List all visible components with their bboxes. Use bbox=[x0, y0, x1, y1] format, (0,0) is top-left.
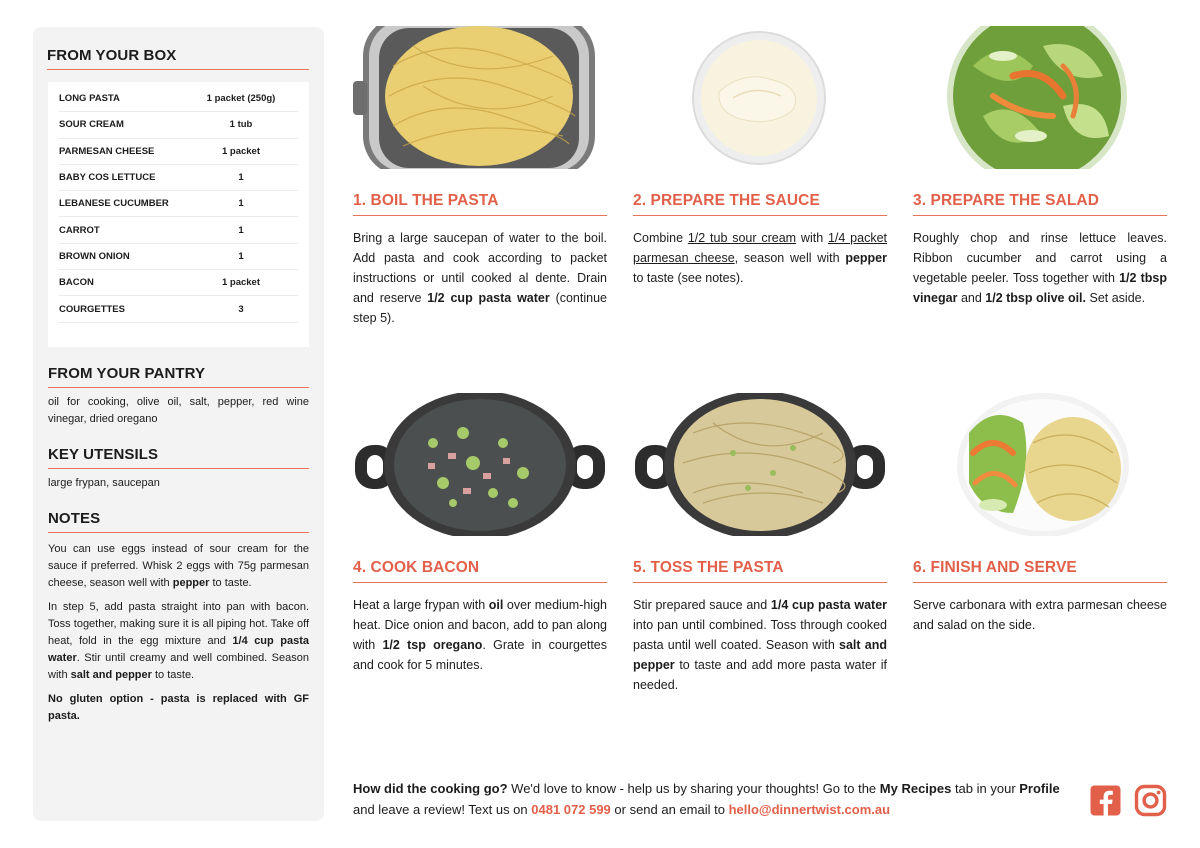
step-title: 5. TOSS THE PASTA bbox=[633, 559, 887, 583]
text: and bbox=[957, 291, 986, 305]
footer-text: tab in your bbox=[951, 781, 1020, 796]
bold-text: 1/2 cup pasta water bbox=[427, 291, 550, 305]
table-row bbox=[59, 191, 298, 217]
step-text bbox=[633, 595, 887, 695]
note-bold: salt and pepper bbox=[70, 668, 152, 681]
ingredient-name: PARMESAN CHEESE bbox=[59, 145, 155, 157]
ingredient-qty: 1 bbox=[238, 224, 244, 236]
note-eggs bbox=[48, 541, 309, 592]
text: to taste and add more pasta water if needed. bbox=[633, 658, 887, 692]
ingredient-name: LONG PASTA bbox=[59, 93, 120, 105]
bold-text: 1/2 tbsp olive oil. bbox=[985, 291, 1087, 305]
ingredient-name: BROWN ONION bbox=[59, 250, 130, 262]
pot-of-spaghetti-photo bbox=[353, 26, 607, 169]
step-6 bbox=[913, 393, 1167, 635]
ingredients-sidebar bbox=[33, 27, 324, 821]
underlined-text: 1/4 packet parmesan cheese bbox=[633, 231, 887, 265]
bold-text: 1/2 tbsp vinegar bbox=[913, 271, 1167, 305]
frypan-with-bacon-photo bbox=[353, 393, 607, 536]
note-text: to taste. bbox=[151, 668, 195, 681]
ingredient-name: LEBANESE CUCUMBER bbox=[59, 198, 169, 210]
step-text bbox=[913, 595, 1167, 635]
table-row bbox=[59, 139, 298, 165]
bold-text: salt and pepper bbox=[633, 638, 887, 672]
text: over medium-high heat. Dice onion and bacon, add to pan along with bbox=[353, 598, 607, 652]
pantry-text: oil for cooking, olive oil, salt, pepper, red wine vinegar, dried oregano bbox=[48, 395, 309, 425]
utensils-section bbox=[48, 446, 309, 492]
footer-text: We'd love to know - help us by sharing your thoughts! Go to the bbox=[507, 781, 880, 796]
bowl-of-sour-cream-photo bbox=[633, 26, 887, 169]
step-5 bbox=[633, 393, 887, 695]
ingredient-name: BABY COS LETTUCE bbox=[59, 172, 156, 184]
my-recipes-link[interactable]: My Recipes bbox=[879, 781, 952, 796]
underlined-text: 1/2 tub sour cream bbox=[687, 231, 797, 245]
ingredient-qty: 1 packet bbox=[221, 277, 261, 289]
step-title: 6. FINISH AND SERVE bbox=[913, 559, 1167, 583]
plate-illustration bbox=[913, 393, 1167, 536]
ingredient-name: CARROT bbox=[59, 224, 100, 236]
step-3 bbox=[913, 26, 1167, 308]
bowl-illustration bbox=[633, 26, 887, 169]
bowl-of-salad-photo bbox=[913, 26, 1167, 169]
text: (continue step 5). bbox=[353, 291, 607, 325]
step-text bbox=[353, 228, 607, 328]
ingredient-qty: 1 bbox=[238, 250, 244, 262]
pantry-heading: FROM YOUR PANTRY bbox=[48, 365, 309, 388]
note-bold: No gluten option - pasta is replaced with GF pasta. bbox=[48, 692, 309, 722]
footer-text: and leave a review! Text us on bbox=[353, 802, 532, 817]
footer-bold: How did the cooking go? bbox=[353, 781, 508, 796]
ingredient-qty: 1 packet bbox=[221, 145, 261, 157]
text: Bring a large saucepan of water to the boil. Add pasta and cook according to packet instructions or until cooked al dente. Drain and reserve bbox=[353, 231, 607, 305]
note-text: In step 5, add pasta straight into pan with bacon. Toss together, making sure it is all piping hot. Take off heat, fold in the egg mixture and bbox=[48, 600, 309, 647]
text: Heat a large frypan with bbox=[353, 598, 489, 612]
notes-section bbox=[48, 510, 309, 725]
instagram-icon[interactable] bbox=[1134, 784, 1167, 817]
step-2 bbox=[633, 26, 887, 288]
step-title: 2. PREPARE THE SAUCE bbox=[633, 192, 887, 216]
text: . Grate in courgettes and cook for 5 minutes. bbox=[353, 638, 607, 672]
profile-link[interactable]: Profile bbox=[1019, 781, 1060, 796]
table-row bbox=[59, 296, 298, 322]
text: Set aside. bbox=[1086, 291, 1146, 305]
ingredient-name: BACON bbox=[59, 277, 94, 289]
note-bold: 1/4 cup pasta water bbox=[48, 634, 309, 664]
phone-number-link[interactable]: 0481 072 599 bbox=[531, 802, 611, 817]
text: with bbox=[796, 231, 828, 245]
email-link[interactable]: hello@dinnertwist.com.au bbox=[728, 802, 891, 817]
table-row bbox=[59, 270, 298, 296]
step-text bbox=[353, 595, 607, 675]
pantry-section bbox=[48, 365, 309, 428]
note-bold: pepper bbox=[172, 576, 210, 589]
ingredient-qty: 1 tub bbox=[229, 119, 253, 131]
frypan-illustration bbox=[353, 393, 607, 536]
text: Combine bbox=[633, 231, 688, 245]
step-title: 4. COOK BACON bbox=[353, 559, 607, 583]
table-row bbox=[59, 165, 298, 191]
ingredient-qty: 1 packet (250g) bbox=[206, 93, 276, 105]
ingredient-qty: 3 bbox=[238, 303, 244, 315]
note-text: to taste. bbox=[209, 576, 252, 589]
box-ingredients-table bbox=[48, 82, 309, 347]
ingredient-name: SOUR CREAM bbox=[59, 119, 124, 131]
ingredient-name: COURGETTES bbox=[59, 303, 125, 315]
text: Serve carbonara with extra parmesan cheese and salad on the side. bbox=[913, 598, 1167, 632]
step-text bbox=[913, 228, 1167, 308]
utensils-heading: KEY UTENSILS bbox=[48, 446, 309, 469]
table-row bbox=[59, 86, 298, 112]
facebook-icon[interactable] bbox=[1089, 784, 1122, 817]
text: to taste (see notes). bbox=[633, 271, 744, 285]
text: Stir prepared sauce and bbox=[633, 598, 771, 612]
step-text bbox=[633, 228, 887, 288]
note-gluten bbox=[48, 691, 309, 725]
table-row bbox=[59, 244, 298, 270]
note-text: . Stir until creamy and well combined. Season with bbox=[48, 651, 309, 681]
table-spacer bbox=[59, 323, 298, 343]
text: Roughly chop and rinse lettuce leaves. Ribbon cucumber and carrot using a vegetable peeler. Toss together with bbox=[913, 231, 1167, 285]
notes-heading: NOTES bbox=[48, 510, 309, 533]
bold-text: 1/4 cup pasta water bbox=[770, 598, 888, 612]
table-row bbox=[59, 217, 298, 243]
social-links bbox=[1089, 784, 1167, 817]
step-title: 3. PREPARE THE SALAD bbox=[913, 192, 1167, 216]
ingredient-qty: 1 bbox=[238, 172, 244, 184]
text: into pan until combined. Toss through cooked pasta until well coated. Season with bbox=[633, 618, 887, 652]
footer-text: or send an email to bbox=[610, 802, 729, 817]
text: , season well with bbox=[734, 251, 846, 265]
note-text: You can use eggs instead of sour cream for the sauce if preferred. Whisk 2 eggs with 75g parmesan cheese, season well with bbox=[48, 542, 309, 589]
step-title: 1. BOIL THE PASTA bbox=[353, 192, 607, 216]
frypan-illustration bbox=[633, 393, 887, 536]
ingredient-qty: 1 bbox=[238, 198, 244, 210]
step-4 bbox=[353, 393, 607, 675]
bold-text: oil bbox=[488, 598, 504, 612]
from-your-box-heading: FROM YOUR BOX bbox=[47, 47, 309, 70]
bold-text: pepper bbox=[845, 251, 887, 265]
plated-carbonara-photo bbox=[913, 393, 1167, 536]
feedback-footer bbox=[353, 778, 1073, 820]
bold-text: 1/2 tsp oregano bbox=[382, 638, 483, 652]
note-step5 bbox=[48, 599, 309, 684]
salad-illustration bbox=[913, 26, 1167, 169]
step-1 bbox=[353, 26, 607, 328]
utensils-text: large frypan, saucepan bbox=[48, 476, 160, 489]
pot-illustration bbox=[353, 26, 607, 169]
table-row bbox=[59, 112, 298, 138]
frypan-with-pasta-photo bbox=[633, 393, 887, 536]
